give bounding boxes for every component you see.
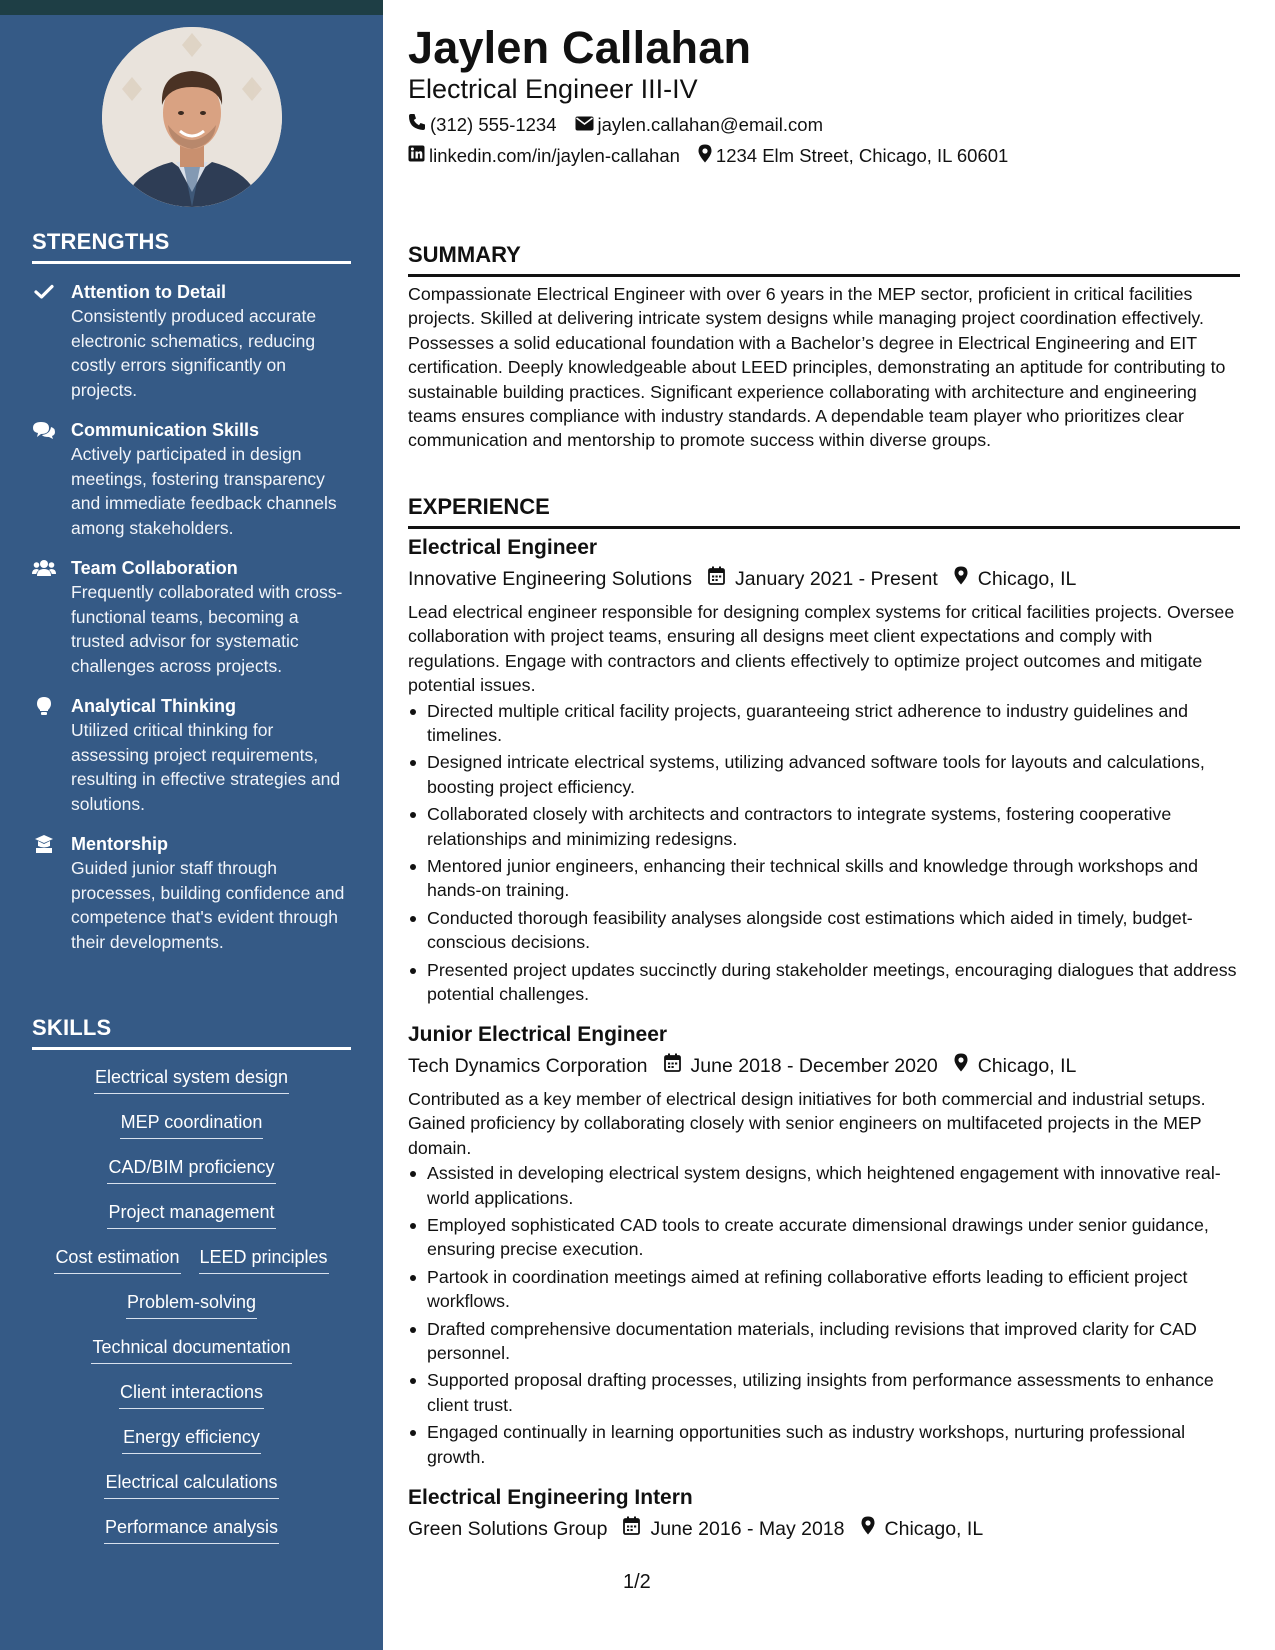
summary-heading: SUMMARY	[408, 242, 1240, 277]
comments-icon	[32, 420, 56, 440]
skill-tag: Performance analysis	[104, 1514, 279, 1544]
map-marker-icon	[698, 144, 716, 168]
calendar-icon	[664, 1051, 691, 1081]
company-name: Tech Dynamics Corporation	[408, 1055, 648, 1077]
job-entry	[408, 533, 1240, 1010]
strength-item	[32, 832, 351, 954]
location-text: Chicago, IL	[884, 1518, 984, 1540]
job-location	[954, 564, 1077, 594]
check-icon	[32, 282, 56, 302]
bullet-item: Presented project updates succinctly during stakeholder meetings, encouraging dialogues that address potential challenges.	[408, 958, 1240, 1007]
profile-photo	[102, 27, 282, 207]
skill-tag: Project management	[107, 1199, 275, 1229]
calendar-icon	[708, 564, 735, 594]
email-address: jaylen.callahan@email.com	[597, 113, 823, 135]
linkedin-contact	[408, 145, 680, 167]
job-meta	[408, 564, 1240, 594]
contact-row-1	[408, 113, 841, 136]
job-description: Lead electrical engineer responsible for designing complex systems for critical facilities projects. Oversee collaboration with project teams, ensuring all designs meet client expectations and comply with regulations. Engage with contractors and clients effectively to optimize project outcomes and mitigate potential issues.	[408, 602, 1235, 696]
bullet-item: Collaborated closely with architects and contractors to integrate systems, fostering cooperative relationships and minimizing redesigns.	[408, 802, 1240, 851]
location-text: Chicago, IL	[977, 568, 1077, 590]
page-number: 1/2	[623, 1571, 651, 1593]
strength-item	[32, 280, 351, 402]
skill-tag: Energy efficiency	[122, 1424, 261, 1454]
bullet-item: Supported proposal drafting processes, utilizing insights from performance assessments to enhance client trust.	[408, 1368, 1240, 1417]
phone-contact	[408, 113, 557, 136]
users-icon	[32, 558, 56, 578]
strength-desc: Frequently collaborated with cross-functional teams, becoming a trusted advisor for systematic challenges across projects.	[71, 582, 343, 676]
sidebar	[0, 15, 383, 1650]
envelope-icon	[575, 114, 598, 136]
company-name: Green Solutions Group	[408, 1518, 608, 1540]
job-entry	[408, 1483, 1240, 1544]
strength-desc: Guided junior staff through processes, building confidence and competence that's evident through their developments.	[71, 858, 345, 952]
skill-tag: CAD/BIM proficiency	[107, 1154, 275, 1184]
skill-tag: Problem-solving	[126, 1289, 257, 1319]
sidebar-top-bar	[0, 0, 383, 15]
job-bullets	[408, 699, 1240, 1007]
job-bullets	[408, 1161, 1240, 1469]
map-marker-icon	[954, 564, 978, 594]
date-range: June 2018 - December 2020	[690, 1055, 938, 1077]
job-title-headline: Electrical Engineer III-IV	[408, 74, 698, 104]
linkedin-icon	[408, 145, 429, 167]
job-meta	[408, 1514, 1240, 1544]
strength-desc: Utilized critical thinking for assessing project requirements, resulting in effective strategies and solutions.	[71, 720, 341, 814]
job-title: Electrical Engineer	[408, 536, 598, 559]
skill-tag: LEED principles	[199, 1244, 329, 1274]
contact-row-2	[408, 144, 1026, 168]
bullet-item: Mentored junior engineers, enhancing their technical skills and knowledge through workshops and hands-on training.	[408, 854, 1240, 903]
bullet-item: Directed multiple critical facility projects, guaranteeing strict adherence to industry guidelines and timelines.	[408, 699, 1240, 748]
lightbulb-icon	[32, 696, 56, 716]
summary-text: Compassionate Electrical Engineer with over 6 years in the MEP sector, proficient in critical facilities projects. Skilled at delivering intricate system designs while managing project coordination effectively. Possesses a solid educational foundation with a Bachelor’s degree in Electrical Engineering and EIT certification. Deeply knowledgeable about LEED principles, demonstrating an aptitude for contributing to sustainable building practices. Significant experience collaborating with architecture and engineering teams ensures compliance with industry standards. A dependable team player who prioritizes clear communication and mentorship to promote success within diverse groups.	[408, 284, 1226, 451]
skill-tag: Client interactions	[119, 1379, 264, 1409]
skill-tag: Cost estimation	[54, 1244, 180, 1274]
job-entry	[408, 1020, 1240, 1472]
bullet-item: Engaged continually in learning opportunities such as industry workshops, nurturing professional growth.	[408, 1420, 1240, 1469]
email-contact	[575, 114, 823, 136]
bullet-item: Employed sophisticated CAD tools to create accurate dimensional drawings under senior guidance, ensuring precise execution.	[408, 1213, 1240, 1262]
strength-title: Attention to Detail	[71, 282, 226, 302]
job-description: Contributed as a key member of electrical design initiatives for both commercial and industrial setups. Gained proficiency by collaborating closely with senior engineers on multifaceted projects in the MEP domain.	[408, 1089, 1206, 1158]
bullet-item: Conducted thorough feasibility analyses alongside cost estimations which aided in timely, budget-conscious decisions.	[408, 906, 1240, 955]
strengths-section	[32, 229, 351, 954]
job-title: Electrical Engineering Intern	[408, 1486, 693, 1509]
linkedin-url: linkedin.com/in/jaylen-callahan	[429, 145, 680, 166]
job-dates	[664, 1051, 938, 1081]
bullet-item: Drafted comprehensive documentation materials, including revisions that improved clarity for CAD personnel.	[408, 1317, 1240, 1366]
candidate-name: Jaylen Callahan	[408, 22, 752, 73]
chalkboard-teacher-icon	[32, 834, 56, 854]
map-marker-icon	[954, 1051, 978, 1081]
strength-desc: Consistently produced accurate electronic schematics, reducing costly errors significantly on projects.	[71, 306, 317, 400]
date-range: June 2016 - May 2018	[650, 1518, 845, 1540]
skills-section	[32, 1015, 351, 1559]
strengths-heading: STRENGTHS	[32, 229, 351, 264]
skill-tag: Electrical calculations	[104, 1469, 278, 1499]
skill-tag: MEP coordination	[120, 1109, 264, 1139]
map-marker-icon	[861, 1514, 885, 1544]
experience-heading: EXPERIENCE	[408, 494, 1240, 529]
address-contact	[698, 144, 1008, 168]
strength-item	[32, 556, 351, 678]
job-dates	[623, 1514, 844, 1544]
job-location	[954, 1051, 1077, 1081]
skill-tag: Technical documentation	[91, 1334, 291, 1364]
bullet-item: Partook in coordination meetings aimed at refining collaborative efforts leading to efficient project workflows.	[408, 1265, 1240, 1314]
company-name: Innovative Engineering Solutions	[408, 568, 693, 590]
phone-number: (312) 555-1234	[430, 113, 557, 135]
strength-item	[32, 694, 351, 816]
street-address: 1234 Elm Street, Chicago, IL 60601	[715, 145, 1009, 166]
skills-list	[32, 1064, 351, 1559]
date-range: January 2021 - Present	[735, 568, 938, 590]
strength-title: Team Collaboration	[71, 558, 238, 578]
job-location	[861, 1514, 984, 1544]
phone-icon	[408, 113, 430, 136]
bullet-item: Assisted in developing electrical system designs, which heightened engagement with innovative real-world applications.	[408, 1161, 1240, 1210]
strength-item	[32, 418, 351, 540]
location-text: Chicago, IL	[977, 1055, 1077, 1077]
job-title: Junior Electrical Engineer	[408, 1023, 668, 1046]
job-meta	[408, 1051, 1240, 1081]
strength-title: Mentorship	[71, 834, 168, 854]
calendar-icon	[623, 1514, 650, 1544]
skills-heading: SKILLS	[32, 1015, 351, 1050]
avatar-illustration	[102, 27, 282, 207]
bullet-item: Designed intricate electrical systems, utilizing advanced software tools for layouts and calculations, boosting project efficiency.	[408, 750, 1240, 799]
skill-tag: Electrical system design	[94, 1064, 289, 1094]
strength-title: Analytical Thinking	[71, 696, 237, 716]
strength-title: Communication Skills	[71, 420, 260, 440]
job-dates	[708, 564, 938, 594]
strength-desc: Actively participated in design meetings, fostering transparency and immediate feedback channels among stakeholders.	[71, 444, 337, 538]
